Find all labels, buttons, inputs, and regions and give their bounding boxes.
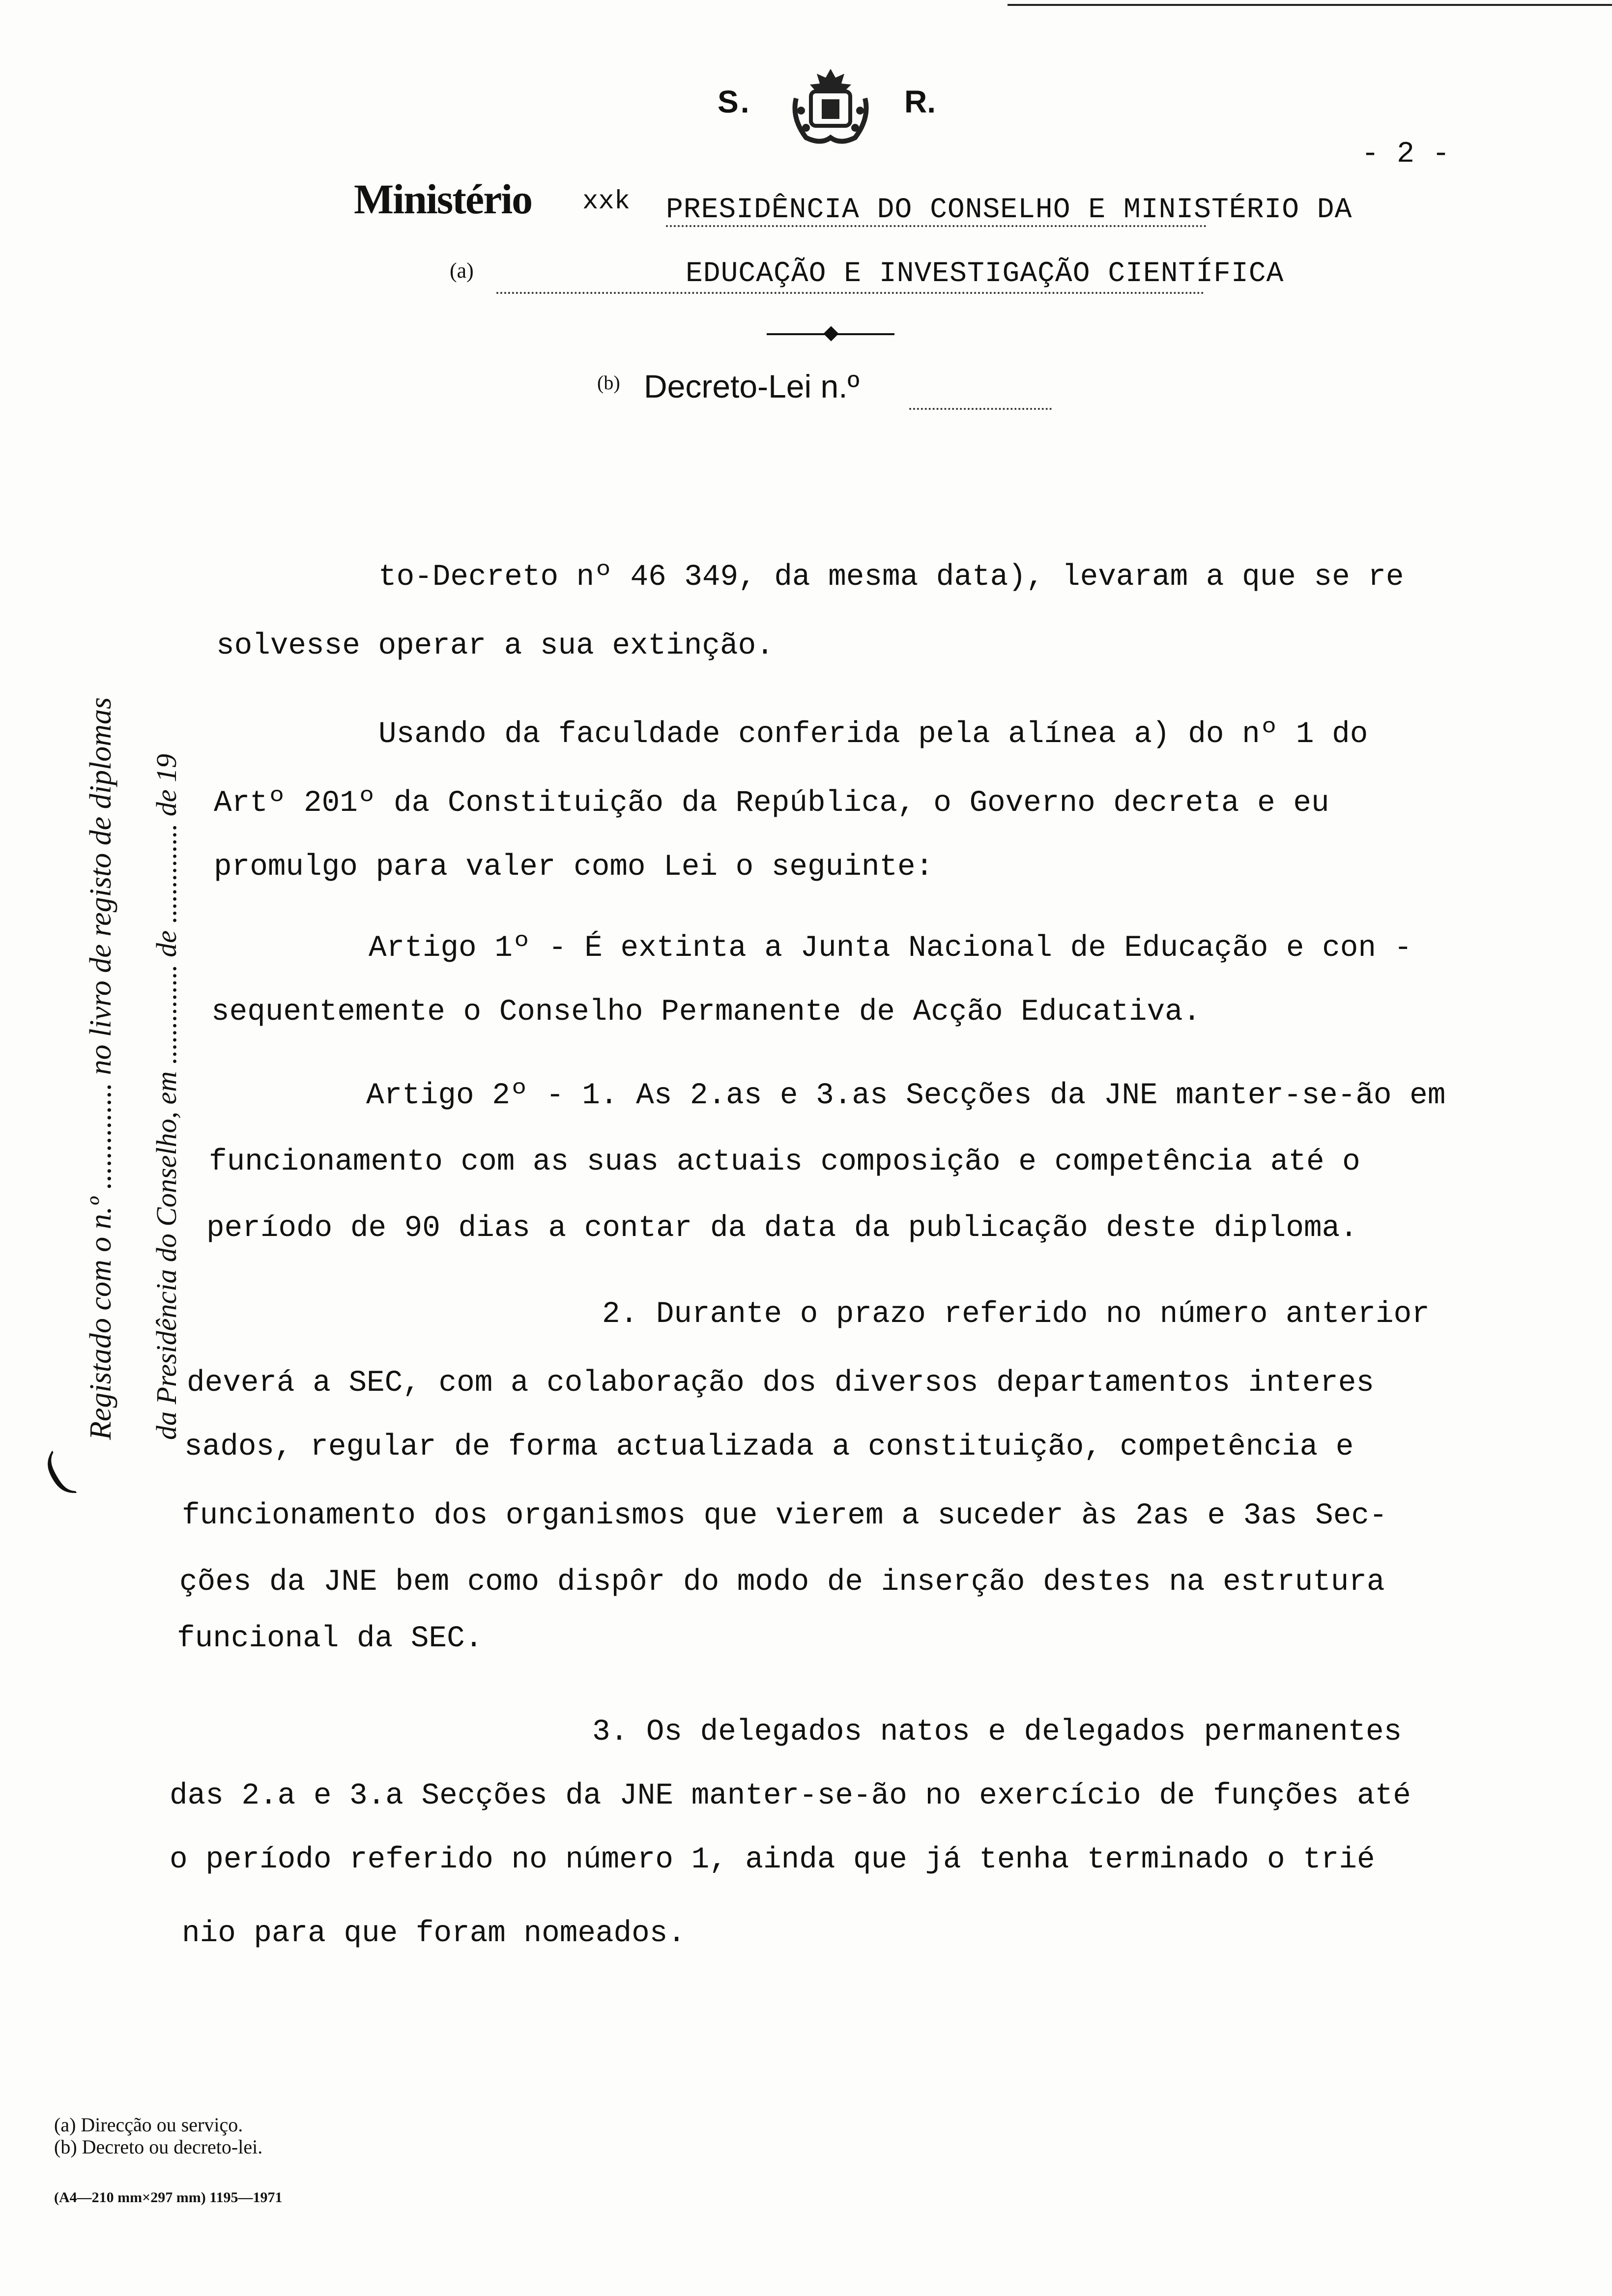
ministry-line-2: EDUCAÇÃO E INVESTIGAÇÃO CIENTÍFICA bbox=[686, 258, 1284, 290]
header-r-letter: R. bbox=[904, 84, 936, 119]
body-line: promulgo para valer como Lei o seguinte: bbox=[214, 850, 934, 884]
header-divider-diamond bbox=[823, 326, 838, 341]
body-line: solvesse operar a sua extinção. bbox=[216, 629, 774, 663]
ministry-line-1: PRESIDÊNCIA DO CONSELHO E MINISTÉRIO DA bbox=[666, 194, 1353, 226]
header-s-letter: S. bbox=[718, 84, 751, 119]
label-b: (b) bbox=[597, 372, 620, 394]
body-line: nio para que foram nomeados. bbox=[182, 1917, 686, 1951]
body-line: o período referido no número 1, ainda que já tenha terminado o trié bbox=[170, 1843, 1375, 1877]
top-border-line bbox=[1008, 4, 1612, 6]
body-line: período de 90 dias a contar da data da publicação deste diploma. bbox=[206, 1211, 1358, 1245]
body-line: to-Decreto nº 46 349, da mesma data), levaram a que se re bbox=[378, 560, 1404, 594]
body-line: 2. Durante o prazo referido no número anterior bbox=[602, 1297, 1430, 1331]
body-line: 3. Os delegados natos e delegados permanentes bbox=[592, 1715, 1402, 1749]
decreto-number-dots bbox=[909, 408, 1052, 410]
margin-bracket: ( bbox=[32, 1440, 79, 1502]
footnote-a: (a) Direcção ou serviço. bbox=[54, 2114, 243, 2136]
body-line: funcionamento dos organismos que vierem a suceder às 2as e 3as Sec- bbox=[182, 1499, 1387, 1533]
body-line: Artº 201º da Constituição da República, o Governo decreta e eu bbox=[214, 786, 1329, 820]
registration-line-1: Registado com o n.º .............. no livro de registo de diplomas bbox=[84, 697, 117, 1440]
ministry-line-2-dots bbox=[496, 292, 1204, 294]
body-line: deverá a SEC, com a colaboração dos diversos departamentos interes bbox=[187, 1366, 1374, 1400]
ministerio-strike-text: xxk bbox=[582, 187, 631, 217]
body-line: funcional da SEC. bbox=[177, 1622, 483, 1656]
ministerio-label: Ministério bbox=[354, 175, 532, 223]
body-line: sequentemente o Conselho Permanente de Acção Educativa. bbox=[211, 995, 1201, 1029]
body-line: das 2.a e 3.a Secções da JNE manter-se-ão no exercício de funções até bbox=[170, 1779, 1411, 1813]
body-line: sados, regular de forma actualizada a constituição, competência e bbox=[184, 1430, 1354, 1464]
body-line: Artigo 1º - É extinta a Junta Nacional de Educação e con - bbox=[369, 931, 1412, 965]
decreto-label: Decreto-Lei n.º bbox=[644, 368, 860, 404]
registration-margin bbox=[39, 555, 197, 1519]
coat-of-arms-seal-icon bbox=[786, 64, 875, 147]
label-a: (a) bbox=[450, 258, 474, 283]
body-line: Usando da faculdade conferida pela alínea a) do nº 1 do bbox=[378, 718, 1368, 751]
body-line: ções da JNE bem como dispôr do modo de inserção destes na estrutura bbox=[179, 1565, 1385, 1599]
ministry-line-1-dots bbox=[666, 225, 1207, 227]
footnote-b: (b) Decreto ou decreto-lei. bbox=[54, 2136, 263, 2158]
registration-line-2: da Presidência do Conselho, em .............. de .............. de 19 bbox=[150, 753, 182, 1440]
print-info: (A4—210 mm×297 mm) 1195—1971 bbox=[54, 2189, 283, 2206]
body-line: Artigo 2º - 1. As 2.as e 3.as Secções da JNE manter-se-ão em bbox=[366, 1079, 1446, 1113]
body-line: funcionamento com as suas actuais composição e competência até o bbox=[209, 1145, 1360, 1179]
page-number: - 2 - bbox=[1361, 138, 1450, 171]
